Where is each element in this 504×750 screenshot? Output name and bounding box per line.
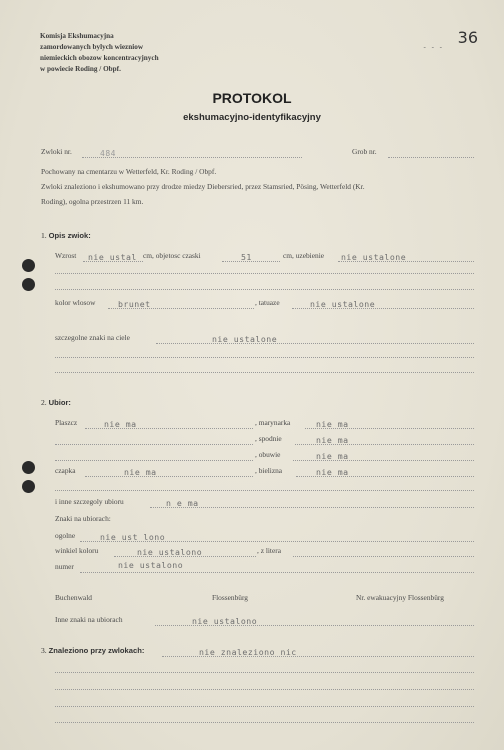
bielizna-label: , bielizna xyxy=(255,466,283,475)
spodnie-value: nie ma xyxy=(316,435,349,445)
numer-value: nie ustalono xyxy=(118,560,184,570)
section-2-title: Ubior: xyxy=(48,398,71,407)
punch-hole xyxy=(22,480,35,493)
section-3-title: Znaleziono przy zwlokach: xyxy=(48,646,145,655)
ogolne-label: ogolne xyxy=(55,531,76,540)
section-1-title: Opis zwiok: xyxy=(48,231,91,240)
spodnie-label: , spodnie xyxy=(255,434,282,443)
marynarka-label: , marynarka xyxy=(255,418,291,427)
inne-value: n e ma xyxy=(166,498,199,508)
fill-line xyxy=(55,706,474,707)
numer-label: numer xyxy=(55,562,74,571)
wzrost-value: nie ustal xyxy=(88,252,137,262)
marynarka-value: nie ma xyxy=(316,419,349,429)
punch-hole xyxy=(22,278,35,291)
znaki-ubiorach-label: Znaki na ubiorach: xyxy=(55,514,111,523)
znaki-label: szczegolne znaki na ciele xyxy=(55,333,130,342)
czaska-value: 51 xyxy=(241,252,252,262)
ogolne-value: nie ust lono xyxy=(100,532,166,542)
fill-line xyxy=(55,689,474,690)
fill-line xyxy=(388,157,474,158)
znaleziono-line-2: Roding), ogolna przestrzen 11 km. xyxy=(41,197,144,206)
czapka-label: czapka xyxy=(55,466,76,475)
fill-line xyxy=(150,507,474,508)
punch-hole xyxy=(22,259,35,272)
zwloki-label: Zwloki nr. xyxy=(41,147,72,156)
uzebienie-label: cm, uzebienie xyxy=(283,251,325,260)
fill-line xyxy=(55,490,474,491)
plaszcz-label: Plaszcz xyxy=(55,418,78,427)
fill-line xyxy=(55,289,474,290)
tatuaze-value: nie ustalone xyxy=(310,299,376,309)
fill-line xyxy=(85,476,253,477)
grob-label: Grob nr. xyxy=(352,147,377,156)
wzrost-label: Wzrost xyxy=(55,251,77,260)
inne-znaki-label: Inne znaki na ubiorach xyxy=(55,615,123,624)
fill-line xyxy=(156,343,474,344)
fill-line xyxy=(55,722,474,723)
plaszcz-value: nie ma xyxy=(104,419,137,429)
section-2-number: 2. xyxy=(41,398,47,407)
winkiel-value: nie ustalono xyxy=(137,547,203,557)
fill-line xyxy=(55,273,474,274)
section-3-value: nie znaleziono nic xyxy=(199,647,297,657)
obuwie-label: , obuwie xyxy=(255,450,281,459)
fill-line xyxy=(55,672,474,673)
obuwie-value: nie ma xyxy=(316,451,349,461)
section-2-heading xyxy=(41,398,71,407)
fill-line xyxy=(80,572,474,573)
header-marks: - - - xyxy=(423,43,444,51)
header-line-3: niemieckich obozow koncentracyjnych xyxy=(40,54,159,62)
page-number: 36 xyxy=(457,28,478,47)
fill-line xyxy=(55,357,474,358)
czapka-value: nie ma xyxy=(124,467,157,477)
document-subtitle: ekshumacyjno-identyfikacyjny xyxy=(183,112,321,123)
inne-znaki-value: nie ustalono xyxy=(192,616,258,626)
pochowany-line: Pochowany na cmentarzu w Wetterfeld, Kr. Roding / Obpf. xyxy=(41,167,217,176)
kolor-label: kolor wlosow xyxy=(55,298,96,307)
section-3-heading xyxy=(41,646,144,655)
zwloki-value: 484 xyxy=(100,149,116,158)
section-1-number: 1. xyxy=(41,231,47,240)
cm-label: cm, objetosc czaski xyxy=(143,251,201,260)
kolor-value: brunet xyxy=(118,299,151,309)
bielizna-value: nie ma xyxy=(316,467,349,477)
fill-line xyxy=(55,444,253,445)
section-1-heading xyxy=(41,231,91,240)
fill-line xyxy=(293,556,474,557)
znaleziono-line-1: Zwloki znaleziono i ekshumowano przy drodze miedzy Diebersried, przez Stamsried, Pösing, Wetterfeld (Kr. xyxy=(41,182,365,191)
document-title: PROTOKOL xyxy=(212,90,292,106)
header-line-1: Komisja Ekshumacyjna xyxy=(40,32,114,40)
fill-line xyxy=(55,460,253,461)
nr-ewak-label: Nr. ewakuacyjny Flossenbürg xyxy=(356,593,444,602)
litera-label: , z litera xyxy=(257,546,282,555)
header-line-4: w powiecie Roding / Obpf. xyxy=(40,65,121,73)
winkiel-label: winkiel koloru xyxy=(55,546,99,555)
tatuaze-label: , tatuaze xyxy=(255,298,280,307)
header-line-2: zamordowanych bylych wiezniow xyxy=(40,43,144,51)
inne-label: i inne szczegoly ubioru xyxy=(55,497,124,506)
punch-hole xyxy=(22,461,35,474)
uzebienie-value: nie ustalone xyxy=(341,252,407,262)
buchenwald-label: Buchenwald xyxy=(55,593,92,602)
fill-line xyxy=(55,372,474,373)
section-3-number: 3. xyxy=(41,646,47,655)
flossenburg-label: Flossenbürg xyxy=(212,593,249,602)
znaki-value: nie ustalone xyxy=(212,334,278,344)
